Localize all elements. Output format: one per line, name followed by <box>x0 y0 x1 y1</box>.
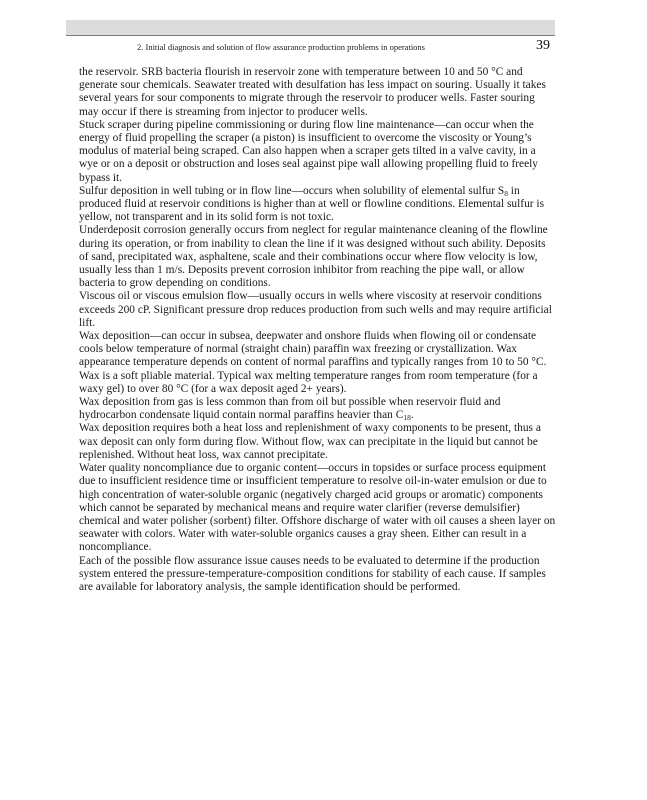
carbon-subscript: 18 <box>403 413 411 423</box>
running-head: 2. Initial diagnosis and solution of flow assurance production problems in operations <box>136 42 425 52</box>
paragraph-underdeposit-corrosion: Underdeposit corrosion generally occurs from neglect for regular maintenance cleaning of the flowline during its operation, or from inability to clean the line if it was designed without such ability. Deposits of sand, precipitated wax, asphaltene, scale and their combinations occur where flow velocity is low, usually less than 1 m/s. Deposits prevent corrosion inhibitor from reaching the pipe wall, or allow bacteria to grow depending on conditions. <box>79 224 548 290</box>
paragraph-viscous-flow: Viscous oil or viscous emulsion flow—usually occurs in wells where viscosity at reservoir conditions exceeds 200 cP. Significant pressure drop reduces production from such wells and may require artificial lift. <box>79 290 552 329</box>
paragraph-wax-deposition: Wax deposition—can occur in subsea, deepwater and onshore fluids when flowing oil or condensate cools below temperature of normal (straight chain) paraffin wax freezing or crystallization. Wax appearance temperature depends on content of normal paraffins and typically ranges from 10 to 50 °C. Wax is a soft pliable material. Typical wax melting temperature ranges from room temperature (for a waxy gel) to over 80 °C (for a wax deposit aged 2+ years). <box>79 330 547 395</box>
sulfur-text-end: in produced fluid at reservoir conditions is higher than at well or flowline conditions. Elemental sulfur is yellow, not transparent and in its solid form is not toxic. <box>79 184 545 224</box>
paragraph-sulfur-deposition <box>79 185 557 225</box>
paragraph-souring: the reservoir. SRB bacteria flourish in reservoir zone with temperature between 10 and 50 °C and generate sour chemicals. Seawater treated with desulfation has less impact on souring. Usually it takes several years for sour components to migrate through the reservoir to producer wells. Faster souring may occur if there is streaming from injector to producer wells. <box>79 66 546 118</box>
paragraph-stuck-scraper: Stuck scraper during pipeline commissioning or during flow line maintenance—can occur when the energy of fluid propelling the scraper (a piston) is insufficient to overcome the viscosity or Young’s modulus of material being scraped. Can also happen when a scraper gets tilted in a valve cavity, in a wye or on a deposit or obstruction and loses seal against pipe wall allowing propelling fluid to freely bypass it. <box>79 118 539 184</box>
paragraph-wax-from-gas <box>79 396 557 422</box>
wax-gas-text-start: Wax deposition from gas is less common than from oil but possible when reservoir fluid and hydrocarbon condensate liquid contain normal paraffins heavier than C <box>79 396 501 422</box>
page-number: 39 <box>536 38 550 53</box>
body-text <box>79 66 557 594</box>
paragraph-evaluation: Each of the possible flow assurance issue causes needs to be evaluated to determine if the production system entered the pressure-temperature-composition conditions for stability of each cause. If samples are available for laboratory analysis, the sample identification should be performed. <box>79 554 546 593</box>
sulfur-subscript: 8 <box>504 188 508 198</box>
sulfur-text-start: Sulfur deposition in well tubing or in flow line—occurs when solubility of elemental sulfur S <box>79 184 505 197</box>
paragraph-water-quality: Water quality noncompliance due to organic content—occurs in topsides or surface process equipment due to insufficient residence time or insufficient temperature to resolve oil-in-water emulsion or due to high concentration of water-soluble organic (negatively charged acid groups or aromatic) components which cannot be separated by mechanical means and require water clarifier (reverse demulsifier) chemical and water polisher (sorbent) filter. Offshore discharge of water with oil causes a sheen layer on seawater with colors. Water with water-soluble organics causes a gray sheen. Either can result in a noncompliance. <box>79 462 556 554</box>
header-rule <box>66 35 555 36</box>
header-bar <box>66 20 555 35</box>
wax-gas-text-end: . <box>410 409 414 422</box>
paragraph-wax-requirements: Wax deposition requires both a heat loss and replenishment of waxy components to be present, thus a wax deposit can only form during flow. Without flow, wax can precipitate in the liquid but cannot be replenished. Without heat loss, wax cannot precipitate. <box>79 422 541 461</box>
